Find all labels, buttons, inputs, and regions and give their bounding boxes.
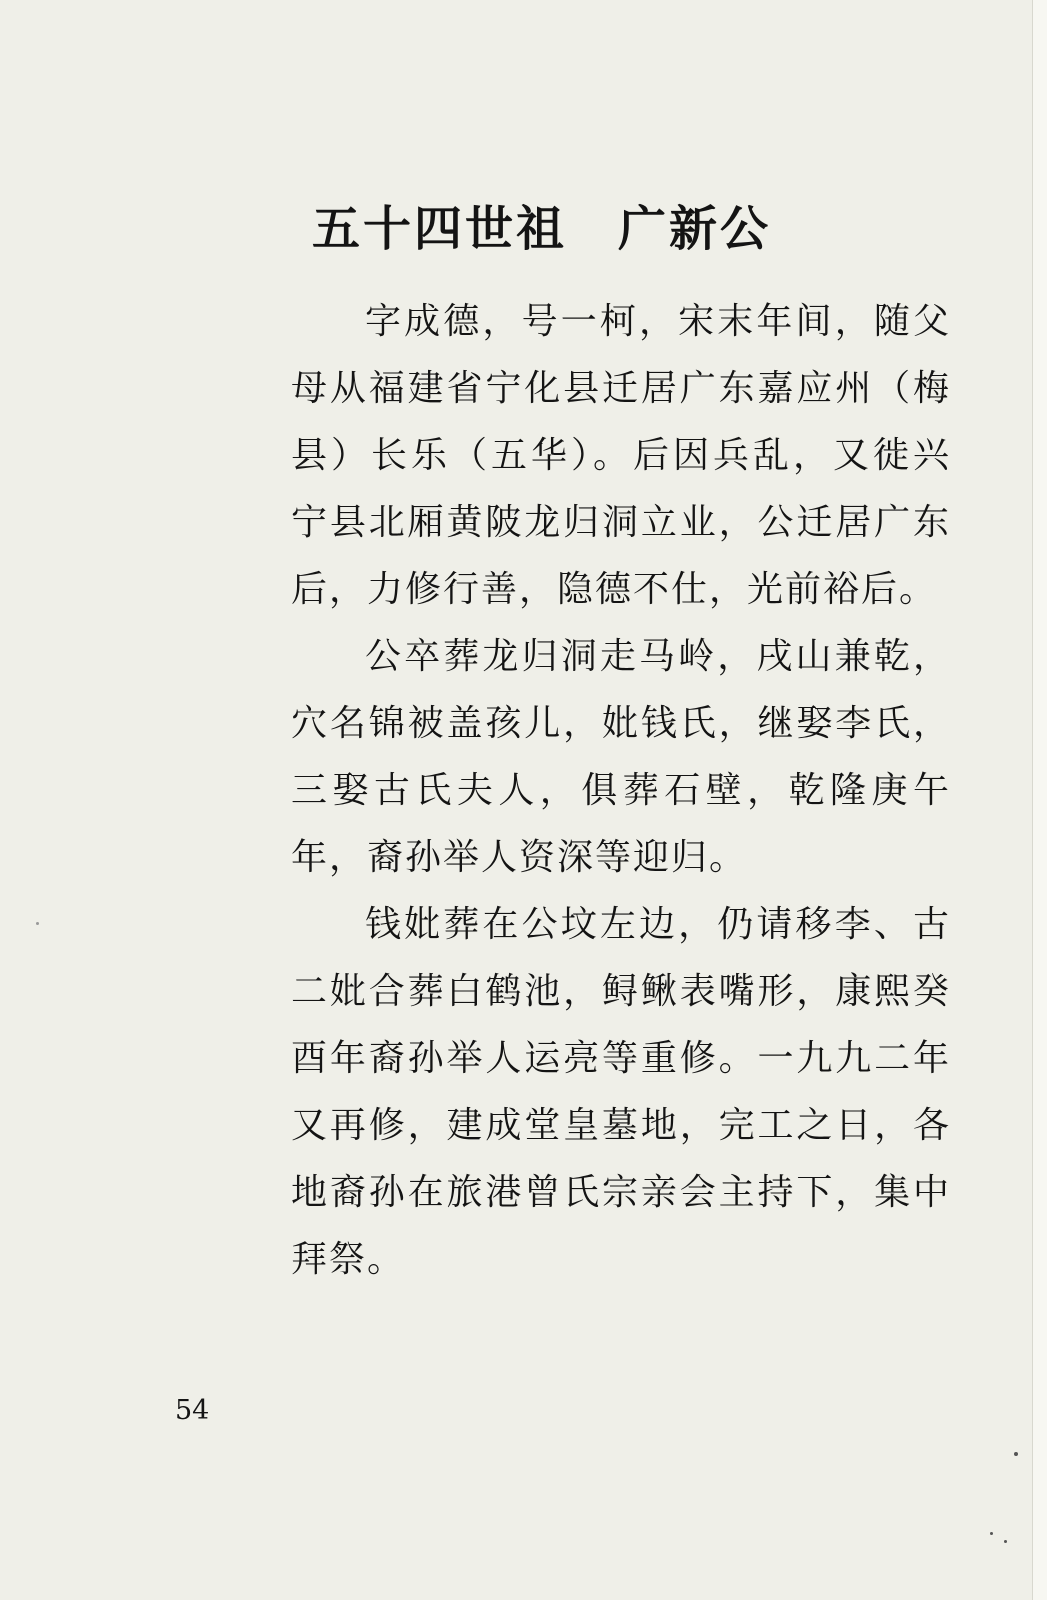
page-number: 54 — [175, 1395, 210, 1426]
scan-speck — [990, 1532, 993, 1535]
body-text — [291, 288, 951, 1293]
page-edge — [1032, 0, 1047, 1600]
paragraph-3: 钱妣葬在公坟左边，仍请移李、古二妣合葬白鹤池，鲟鳅表嘴形，康熙癸酉年裔孙举人运亮等重修。一九九二年又再修，建成堂皇墓地，完工之日，各地裔孙在旅港曾氏宗亲会主持下，集中拜祭。 — [291, 904, 951, 1280]
scan-speck — [1014, 1452, 1018, 1456]
scan-speck — [36, 922, 39, 925]
scan-speck — [1004, 1540, 1007, 1543]
page-title: 五十四世祖 广新公 — [312, 201, 772, 257]
paragraph-1: 字成德，号一柯，宋末年间，随父母从福建省宁化县迁居广东嘉应州（梅县）长乐（五华）。后因兵乱，又徙兴宁县北厢黄陂龙归洞立业，公迁居广东后，力修行善，隐德不仕，光前裕后。 — [291, 301, 951, 610]
paragraph-2: 公卒葬龙归洞走马岭，戌山兼乾，穴名锦被盖孩儿，妣钱氏，继娶李氏，三娶古氏夫人，俱葬石壁，乾隆庚午年，裔孙举人资深等迎归。 — [291, 636, 951, 878]
